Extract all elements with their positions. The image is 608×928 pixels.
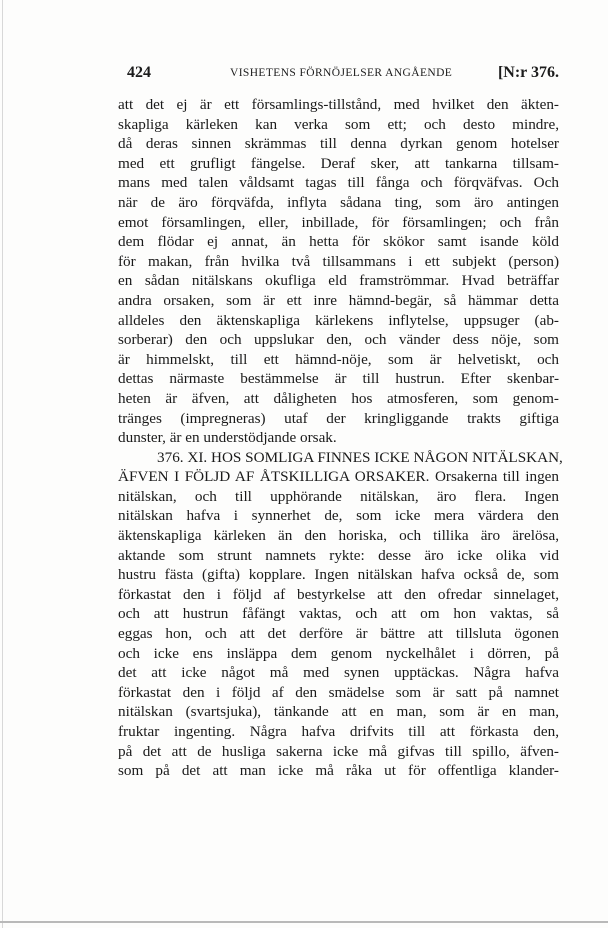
page-bottom-edge <box>0 921 608 923</box>
text-line: andra orsaken, som är ett inre hämnd-begär, så hämmar detta <box>118 291 559 309</box>
page-edge-shadow <box>2 0 3 928</box>
body-text <box>118 95 563 781</box>
text-line: alldeles den äktenskapliga kärlekens inflytelse, uppsuger (ab- <box>118 311 559 329</box>
text-line: på det att de husliga sakerna icke må gifvas till spillo, äfven- <box>118 742 559 760</box>
text-line: dettas närmaste bestämmelse är till hustrun. Efter skenbar- <box>118 370 559 388</box>
text-line: är himmelskt, till ett hämnd-nöje, som är helvetiskt, och <box>118 350 559 368</box>
text-line: nitälskan hafva i synnerhet de, som icke mera värdera den <box>118 507 559 525</box>
text-line: för makan, från hvilka två tillsammans i ett subjekt (person) <box>118 252 559 270</box>
text-line: hustru fästa (gifta) kopplare. Ingen nitälskan hafva också de, som <box>118 566 559 584</box>
running-title: VISHETENS FÖRNÖJELSER ANGÅENDE <box>230 67 453 79</box>
text-line: och att hustrun fåfängt vaktas, och att om hon vaktas, så <box>118 605 559 623</box>
text-line: förkastat den i följd af den smädelse som är satt på namnet <box>118 683 559 701</box>
text-line: emot församlingen, eller, inbillade, för församlingen; och från <box>118 213 559 231</box>
paragraph-end-line: dunster, är en understödjande orsak. <box>118 429 337 447</box>
text-line: ÄFVEN I FÖLJD AF ÅTSKILLIGA ORSAKER. Orsakerna till ingen <box>118 468 559 486</box>
section-reference: [N:r 376. <box>497 64 559 81</box>
text-line: förkastat den i följd af bestyrkelse att den ofredar sinnelaget, <box>118 585 559 603</box>
text-line: mans med talen våldsamt tagas till fånga och förqväfvas. Och <box>118 174 559 192</box>
text-line: sorberar) den och uppslukar den, och vänder dess nöje, som <box>118 331 559 349</box>
text-line: som på det att man icke må råka ut för offentliga klander- <box>118 762 559 780</box>
text-line: när de äro förqväfda, inflyta sådana ting, som äro antingen <box>118 193 559 211</box>
text-line: heten är äfven, att dåligheten hos atmosferen, som genom- <box>118 389 559 407</box>
text-line: nitälskan (svartsjuka), tänkande att en man, som är en man, <box>118 703 559 721</box>
text-line: aktande som strunt namnets rykte: desse äro icke olika vid <box>118 546 559 564</box>
text-line: med ett grufligt fängelse. Deraf sker, att tankarna tillsam- <box>118 154 559 172</box>
text-line: fruktar ingenting. Några hafva drifvits till att förkasta den, <box>118 723 559 740</box>
text-line: eggas hon, och att det derföre är bättre att tillsluta ögonen <box>118 625 559 643</box>
text-line: och icke ens insläppa dem genom nyckelhålet i dörren, på <box>118 644 559 662</box>
text-line: då deras sinnen skrämmas till denna dyrkan genom hotelser <box>118 135 559 153</box>
text-line: en sådan nitälskans okufliga eld framströmmar. Hvad beträffar <box>118 272 559 290</box>
text-line: skapliga kärleken kan verka som ett; och desto mindre, <box>118 115 559 133</box>
running-header <box>127 64 559 84</box>
text-line: äktenskapliga kärleken än den horiska, och tillika äro ärelösa, <box>118 527 559 545</box>
text-line: tränges (impregneras) utaf der kringliggande trakts giftiga <box>118 409 559 427</box>
text-line: nitälskan, och till upphörande nitälskan, äro flera. Ingen <box>118 487 559 505</box>
section-heading-line: 376. XI. HOS SOMLIGA FINNES ICKE NÅGON NITÄLSKAN, <box>157 448 563 466</box>
text-line: dem flödar ej annat, än hetta för skökor samt isande köld <box>118 233 559 251</box>
text-line: det att icke något må med synen upptäckas. Några hafva <box>118 664 559 682</box>
text-line: att det ej är ett församlings-tillstånd, med hvilket den äkten- <box>118 96 559 113</box>
page-number: 424 <box>127 64 151 81</box>
